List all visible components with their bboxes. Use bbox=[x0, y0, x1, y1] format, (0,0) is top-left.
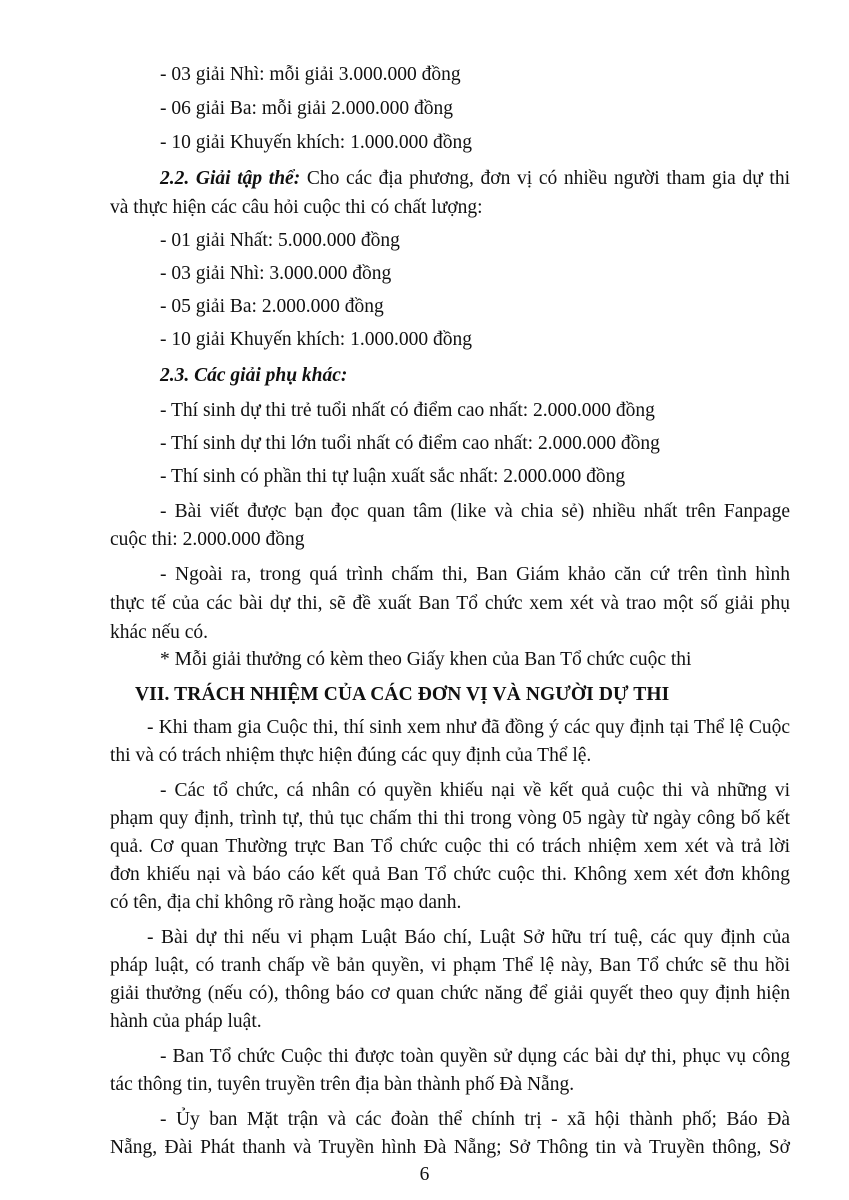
prize-line-encouragement: - 10 giải Khuyến khích: 1.000.000 đồng bbox=[160, 132, 472, 153]
extra-prize-essay: - Thí sinh có phần thi tự luận xuất sắc nhất: 2.000.000 đồng bbox=[160, 466, 626, 487]
complaint-line1: - Các tổ chức, cá nhân có quyền khiếu nại về kết quả cuộc thi và những vi bbox=[160, 780, 790, 801]
section-2-2-heading: 2.2. Giải tập thể: bbox=[160, 168, 301, 189]
group-prize-first: - 01 giải Nhất: 5.000.000 đồng bbox=[160, 230, 400, 251]
responsibility-1-line2: thi và có trách nhiệm thực hiện đúng các quy định của Thể lệ. bbox=[110, 745, 592, 766]
jury-note-line2: thực tế của các bài dự thi, sẽ đề xuất Ban Tổ chức xem xét và trao một số giải phụ bbox=[110, 593, 790, 614]
jury-note-line3: khác nếu có. bbox=[110, 622, 208, 643]
group-prize-second: - 03 giải Nhì: 3.000.000 đồng bbox=[160, 263, 392, 284]
section-2-2-continuation: và thực hiện các câu hỏi cuộc thi có chất lượng: bbox=[110, 197, 483, 218]
page-number: 6 bbox=[419, 1164, 430, 1185]
section-2-2-line bbox=[160, 164, 790, 193]
violation-line2: pháp luật, có tranh chấp về bản quyền, vi phạm Thể lệ này, Ban Tổ chức sẽ thu hồi bbox=[110, 955, 790, 976]
section-2-2-text: Cho các địa phương, đơn vị có nhiều người tham gia dự thi bbox=[300, 168, 790, 189]
group-prize-encouragement: - 10 giải Khuyến khích: 1.000.000 đồng bbox=[160, 329, 472, 350]
complaint-line3: quả. Cơ quan Thường trực Ban Tổ chức cuộc thi có trách nhiệm xem xét và trả lời bbox=[110, 836, 790, 857]
extra-prize-fanpage-cont: cuộc thi: 2.000.000 đồng bbox=[110, 529, 305, 550]
extra-prize-youngest: - Thí sinh dự thi trẻ tuổi nhất có điểm cao nhất: 2.000.000 đồng bbox=[160, 400, 655, 421]
section-vii-heading: VII. TRÁCH NHIỆM CỦA CÁC ĐƠN VỊ VÀ NGƯỜI DỰ THI bbox=[135, 684, 670, 705]
extra-prize-oldest: - Thí sinh dự thi lớn tuổi nhất có điểm cao nhất: 2.000.000 đồng bbox=[160, 433, 660, 454]
certificate-note: * Mỗi giải thưởng có kèm theo Giấy khen của Ban Tổ chức cuộc thi bbox=[160, 649, 692, 670]
usage-rights-line1: - Ban Tổ chức Cuộc thi được toàn quyền sử dụng các bài dự thi, phục vụ công bbox=[160, 1046, 790, 1067]
violation-line3: giải thưởng (nếu có), thông báo cơ quan chức năng để giải quyết theo quy định hiện bbox=[110, 983, 790, 1004]
violation-line4: hành của pháp luật. bbox=[110, 1011, 262, 1032]
section-2-3-heading: 2.3. Các giải phụ khác: bbox=[160, 365, 348, 386]
complaint-line4: đơn khiếu nại và báo cáo kết quả Ban Tổ chức cuộc thi. Không xem xét đơn không bbox=[110, 864, 790, 885]
prize-line-second: - 03 giải Nhì: mỗi giải 3.000.000 đồng bbox=[160, 64, 461, 85]
committee-line1: - Ủy ban Mặt trận và các đoàn thể chính trị - xã hội thành phố; Báo Đà bbox=[160, 1109, 790, 1130]
complaint-line2: phạm quy định, trình tự, thủ tục chấm thi thi trong vòng 05 ngày từ ngày công bố kết bbox=[110, 808, 790, 829]
violation-line1: - Bài dự thi nếu vi phạm Luật Báo chí, Luật Sở hữu trí tuệ, các quy định của bbox=[147, 927, 790, 948]
extra-prize-fanpage: - Bài viết được bạn đọc quan tâm (like và chia sẻ) nhiều nhất trên Fanpage bbox=[160, 501, 790, 522]
usage-rights-line2: tác thông tin, tuyên truyền trên địa bàn thành phố Đà Nẵng. bbox=[110, 1074, 575, 1095]
committee-line2: Nẵng, Đài Phát thanh và Truyền hình Đà Nẵng; Sở Thông tin và Truyền thông, Sở bbox=[110, 1137, 790, 1158]
responsibility-1-line1: - Khi tham gia Cuộc thi, thí sinh xem như đã đồng ý các quy định tại Thể lệ Cuộc bbox=[147, 717, 790, 738]
prize-line-third: - 06 giải Ba: mỗi giải 2.000.000 đồng bbox=[160, 98, 454, 119]
complaint-line5: có tên, địa chỉ không rõ ràng hoặc mạo danh. bbox=[110, 892, 462, 913]
group-prize-third: - 05 giải Ba: 2.000.000 đồng bbox=[160, 296, 384, 317]
jury-note-line1: - Ngoài ra, trong quá trình chấm thi, Ban Giám khảo căn cứ trên tình hình bbox=[160, 564, 790, 585]
